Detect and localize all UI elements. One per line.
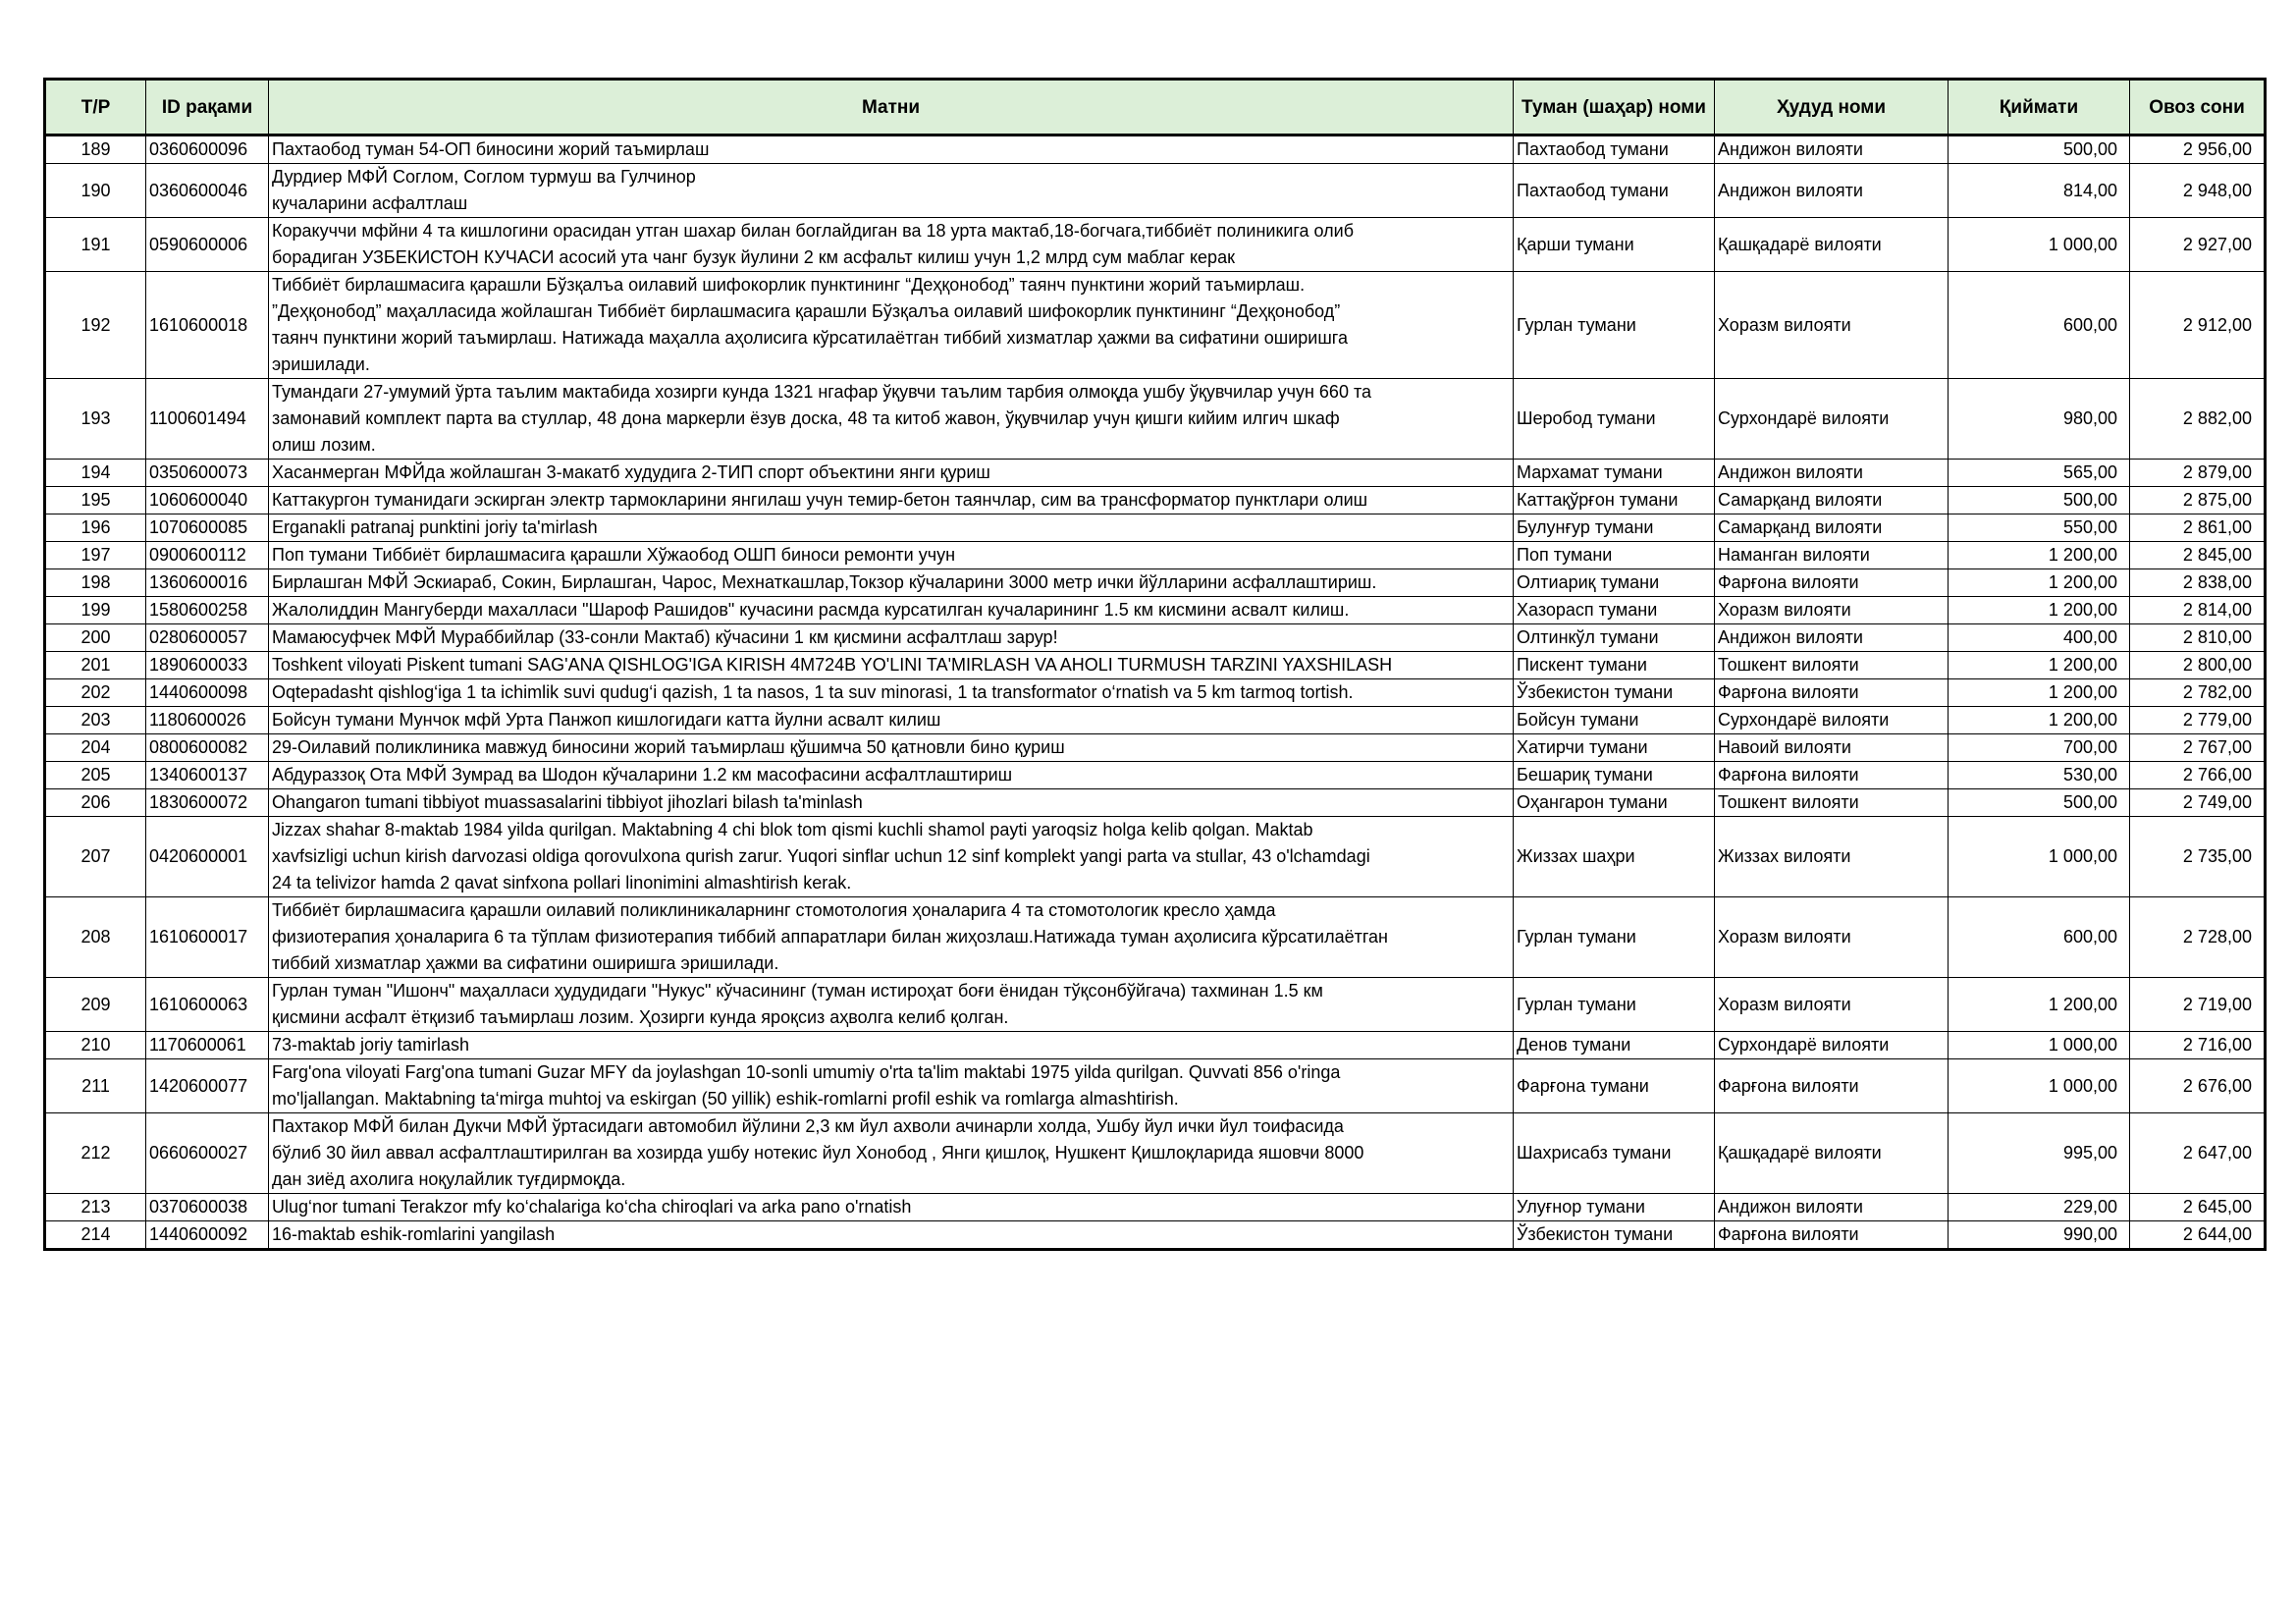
cell-tp: 212 xyxy=(45,1113,146,1194)
cell-value: 980,00 xyxy=(1949,379,2130,460)
cell-region: Хоразм вилояти xyxy=(1715,897,1949,978)
cell-district: Булунғур тумани xyxy=(1514,514,1715,542)
cell-district: Гурлан тумани xyxy=(1514,897,1715,978)
cell-tp: 202 xyxy=(45,679,146,707)
cell-id: 1440600098 xyxy=(146,679,269,707)
cell-region: Фарғона вилояти xyxy=(1715,1059,1949,1113)
cell-votes: 2 719,00 xyxy=(2130,978,2266,1032)
table-row xyxy=(45,734,2266,762)
cell-text: 29-Оилавий поликлиника мавжуд биносини жорий таъмирлаш қўшимча 50 қатновли бино қуриш xyxy=(269,734,1514,762)
cell-votes: 2 716,00 xyxy=(2130,1032,2266,1059)
cell-votes: 2 948,00 xyxy=(2130,164,2266,218)
table-row xyxy=(45,487,2266,514)
cell-id: 1580600258 xyxy=(146,597,269,624)
cell-votes: 2 956,00 xyxy=(2130,135,2266,164)
cell-region: Навоий вилояти xyxy=(1715,734,1949,762)
cell-id: 1420600077 xyxy=(146,1059,269,1113)
cell-id: 0280600057 xyxy=(146,624,269,652)
cell-text: Farg'ona viloyati Farg'ona tumani Guzar MFY da joylashgan 10-sonli umumiy o'rta ta'lim maktabi 1975 yilda qurilgan. Quvvati 856 o'ringa mo'ljallangan. Maktabning ta‘mirga muhtoj va eskirgan (50 yillik) eshik-romlarni profil eshik va romlarga almashtirish. xyxy=(269,1059,1514,1113)
cell-district: Хатирчи тумани xyxy=(1514,734,1715,762)
cell-tp: 208 xyxy=(45,897,146,978)
cell-votes: 2 728,00 xyxy=(2130,897,2266,978)
table-row xyxy=(45,817,2266,897)
cell-text: Дурдиер МФЙ Соглом, Соглом турмуш ва Гулчинор кучаларини асфалтлаш xyxy=(269,164,1514,218)
cell-tp: 213 xyxy=(45,1194,146,1221)
cell-text: Toshkent viloyati Piskent tumani SAG'ANA QISHLOG'IGA KIRISH 4M724B YO'LINI TA'MIRLASH VA AHOLI TURMUSH TARZINI YAXSHILASH xyxy=(269,652,1514,679)
cell-text: Jizzax shahar 8-maktab 1984 yilda qurilgan. Maktabning 4 chi blok tom qismi kuchli shamol payti yaroqsiz holga kelib qolgan. Maktab xavfsizligi uchun kirish darvozasi oldiga qorovulxona qurish zarur. Yuqori sinflar uchun 12 sinf komplekt yangi parta va stullar, 43 o'lchamdagi 24 ta telivizor hamda 2 qavat sinfxona pollari linonimini almashtirish kerak. xyxy=(269,817,1514,897)
cell-id: 1610600017 xyxy=(146,897,269,978)
cell-district: Бойсун тумани xyxy=(1514,707,1715,734)
cell-votes: 2 810,00 xyxy=(2130,624,2266,652)
cell-id: 0420600001 xyxy=(146,817,269,897)
cell-value: 1 200,00 xyxy=(1949,679,2130,707)
cell-district: Ўзбекистон тумани xyxy=(1514,679,1715,707)
table-row xyxy=(45,542,2266,569)
table-row xyxy=(45,597,2266,624)
cell-value: 1 200,00 xyxy=(1949,569,2130,597)
cell-region: Сурхондарё вилояти xyxy=(1715,379,1949,460)
cell-district: Шахрисабз тумани xyxy=(1514,1113,1715,1194)
cell-value: 1 000,00 xyxy=(1949,1059,2130,1113)
cell-value: 1 000,00 xyxy=(1949,1032,2130,1059)
cell-region: Андижон вилояти xyxy=(1715,135,1949,164)
cell-text: Коракуччи мфйни 4 та кишлогини орасидан утган шахар билан боглайдиган ва 18 урта мактаб,18-богчага,тиббиёт полиникига олиб борадиган УЗБЕКИСТОН КУЧАСИ асосий ута чанг бузук йулини 2 км асфальт килиш учун 1,2 млрд сум маблаг керак xyxy=(269,218,1514,272)
cell-district: Мархамат тумани xyxy=(1514,460,1715,487)
header-text: Матни xyxy=(269,80,1514,135)
cell-value: 990,00 xyxy=(1949,1221,2130,1250)
cell-tp: 193 xyxy=(45,379,146,460)
cell-tp: 189 xyxy=(45,135,146,164)
cell-value: 1 000,00 xyxy=(1949,817,2130,897)
cell-value: 550,00 xyxy=(1949,514,2130,542)
cell-text: Oqtepadasht qishlog‘iga 1 ta ichimlik suvi qudug‘i qazish, 1 ta nasos, 1 ta suv minorasi, 1 ta transformator o‘rnatish va 5 km tarmoq tortish. xyxy=(269,679,1514,707)
cell-votes: 2 875,00 xyxy=(2130,487,2266,514)
cell-text: Бирлашган МФЙ Эскиараб, Сокин, Бирлашган, Чарос, Мехнаткашлар,Токзор кўчаларини 3000 метр ички йўлларини асфаллаштириш. xyxy=(269,569,1514,597)
header-value: Қиймати xyxy=(1949,80,2130,135)
cell-id: 1440600092 xyxy=(146,1221,269,1250)
cell-tp: 211 xyxy=(45,1059,146,1113)
table-row xyxy=(45,1032,2266,1059)
cell-value: 600,00 xyxy=(1949,897,2130,978)
table-row xyxy=(45,652,2266,679)
table-row xyxy=(45,569,2266,597)
cell-tp: 203 xyxy=(45,707,146,734)
cell-region: Андижон вилояти xyxy=(1715,624,1949,652)
header-district: Туман (шаҳар) номи xyxy=(1514,80,1715,135)
table-row xyxy=(45,1194,2266,1221)
cell-text: Мамаюсуфчек МФЙ Мураббийлар (33-сонли Мактаб) кўчасини 1 км қисмини асфалтлаш зарур! xyxy=(269,624,1514,652)
cell-votes: 2 814,00 xyxy=(2130,597,2266,624)
cell-tp: 194 xyxy=(45,460,146,487)
table-row xyxy=(45,460,2266,487)
cell-tp: 214 xyxy=(45,1221,146,1250)
cell-region: Наманган вилояти xyxy=(1715,542,1949,569)
cell-votes: 2 779,00 xyxy=(2130,707,2266,734)
cell-region: Тошкент вилояти xyxy=(1715,652,1949,679)
cell-text: Жалолиддин Мангуберди махалласи "Шароф Рашидов" кучасини расмда курсатилган кучаларининг 1.5 км кисмини асвалт килиш. xyxy=(269,597,1514,624)
cell-id: 1340600137 xyxy=(146,762,269,789)
cell-votes: 2 927,00 xyxy=(2130,218,2266,272)
table-row xyxy=(45,707,2266,734)
cell-votes: 2 647,00 xyxy=(2130,1113,2266,1194)
cell-district: Хазорасп тумани xyxy=(1514,597,1715,624)
cell-region: Хоразм вилояти xyxy=(1715,597,1949,624)
cell-votes: 2 735,00 xyxy=(2130,817,2266,897)
cell-district: Олтинкўл тумани xyxy=(1514,624,1715,652)
cell-value: 1 200,00 xyxy=(1949,542,2130,569)
cell-value: 500,00 xyxy=(1949,135,2130,164)
cell-district: Пахтаобод тумани xyxy=(1514,164,1715,218)
cell-value: 600,00 xyxy=(1949,272,2130,379)
header-region: Ҳудуд номи xyxy=(1715,80,1949,135)
cell-tp: 199 xyxy=(45,597,146,624)
table-row xyxy=(45,1221,2266,1250)
cell-id: 1100601494 xyxy=(146,379,269,460)
cell-tp: 191 xyxy=(45,218,146,272)
cell-text: Тумандаги 27-умумий ўрта таълим мактабида хозирги кунда 1321 нгафар ўқувчи таълим тарбия олмоқда ушбу ўқувчилар учун 660 та замонавий комплект парта ва стуллар, 48 дона маркерли ёзув доска, 48 та китоб жавон, ўқувчилар учун қишги кийим илгич шкаф олиш лозим. xyxy=(269,379,1514,460)
cell-value: 814,00 xyxy=(1949,164,2130,218)
projects-table xyxy=(43,78,2267,1251)
cell-text: Тиббиёт бирлашмасига қарашли Бўзқалъа оилавий шифокорлик пунктининг “Деҳқонобод” таянч пунктини жорий таъмирлаш. ”Деҳқонобод” маҳалласида жойлашган Тиббиёт бирлашмасига қарашли Бўзқалъа оилавий шифокорлик пунктининг “Деҳқонобод” таянч пунктини жорий таъмирлаш. Натижада маҳалла аҳолисига кўрсатилаётган тиббий хизматлар ҳажми ва сифатини оширишга эришилади. xyxy=(269,272,1514,379)
cell-district: Пискент тумани xyxy=(1514,652,1715,679)
cell-district: Фарғона тумани xyxy=(1514,1059,1715,1113)
cell-text: Пахтакор МФЙ билан Дукчи МФЙ ўртасидаги автомобил йўлини 2,3 км йул ахволи ачинарли холда, Ушбу йул ички йул тоифасида бўлиб 30 йил аввал асфалтлаштирилган ва хозирда ушбу нотекис йул Хонобод , Янги қишлоқ, Нушкент Қишлоқларида яшовчи 8000 дан зиёд ахолига ноқулайлик туғдирмоқда. xyxy=(269,1113,1514,1194)
cell-text: Абдураззоқ Ота МФЙ Зумрад ва Шодон кўчаларини 1.2 км масофасини асфалтлаштириш xyxy=(269,762,1514,789)
cell-value: 700,00 xyxy=(1949,734,2130,762)
cell-tp: 197 xyxy=(45,542,146,569)
cell-tp: 204 xyxy=(45,734,146,762)
cell-district: Бешариқ тумани xyxy=(1514,762,1715,789)
cell-tp: 190 xyxy=(45,164,146,218)
cell-votes: 2 749,00 xyxy=(2130,789,2266,817)
cell-value: 530,00 xyxy=(1949,762,2130,789)
table-row xyxy=(45,1113,2266,1194)
cell-id: 0360600046 xyxy=(146,164,269,218)
cell-district: Жиззах шаҳри xyxy=(1514,817,1715,897)
cell-region: Тошкент вилояти xyxy=(1715,789,1949,817)
cell-text: Тиббиёт бирлашмасига қарашли оилавий поликлиникаларнинг стомотология ҳоналарига 4 та стомотологик кресло ҳамда физиотерапия ҳоналарига 6 та тўплам физиотерапия тиббий аппаратлари билан жиҳозлаш.Натижада туман аҳолисига кўрсатилаётган тиббий хизматлар ҳажми ва сифатини оширишга эришилади. xyxy=(269,897,1514,978)
cell-region: Фарғона вилояти xyxy=(1715,679,1949,707)
cell-value: 1 200,00 xyxy=(1949,707,2130,734)
cell-value: 1 200,00 xyxy=(1949,978,2130,1032)
cell-region: Фарғона вилояти xyxy=(1715,1221,1949,1250)
cell-value: 400,00 xyxy=(1949,624,2130,652)
cell-value: 1 200,00 xyxy=(1949,597,2130,624)
cell-id: 0660600027 xyxy=(146,1113,269,1194)
cell-district: Олтиариқ тумани xyxy=(1514,569,1715,597)
cell-votes: 2 645,00 xyxy=(2130,1194,2266,1221)
cell-value: 500,00 xyxy=(1949,789,2130,817)
cell-text: Ohangaron tumani tibbiyot muassasalarini tibbiyot jihozlari bilash ta'minlash xyxy=(269,789,1514,817)
cell-id: 1610600018 xyxy=(146,272,269,379)
cell-id: 1610600063 xyxy=(146,978,269,1032)
table-row xyxy=(45,679,2266,707)
cell-text: 16-maktab eshik-romlarini yangilash xyxy=(269,1221,1514,1250)
cell-tp: 209 xyxy=(45,978,146,1032)
cell-district: Ўзбекистон тумани xyxy=(1514,1221,1715,1250)
header-tp: Т/Р xyxy=(45,80,146,135)
cell-tp: 195 xyxy=(45,487,146,514)
cell-text: Пахтаобод туман 54-ОП биносини жорий таъмирлаш xyxy=(269,135,1514,164)
cell-votes: 2 861,00 xyxy=(2130,514,2266,542)
cell-tp: 200 xyxy=(45,624,146,652)
cell-tp: 205 xyxy=(45,762,146,789)
cell-region: Хоразм вилояти xyxy=(1715,272,1949,379)
table-row xyxy=(45,789,2266,817)
cell-district: Улуғнор тумани xyxy=(1514,1194,1715,1221)
cell-id: 1890600033 xyxy=(146,652,269,679)
table-row xyxy=(45,514,2266,542)
cell-region: Самарқанд вилояти xyxy=(1715,487,1949,514)
cell-text: Ulug‘nor tumani Terakzor mfy ko‘chalariga ko‘cha chiroqlari va arka pano o'rnatish xyxy=(269,1194,1514,1221)
cell-district: Қарши тумани xyxy=(1514,218,1715,272)
cell-tp: 198 xyxy=(45,569,146,597)
cell-text: Erganakli patranaj punktini joriy ta'mirlash xyxy=(269,514,1514,542)
table-row xyxy=(45,1059,2266,1113)
cell-region: Сурхондарё вилояти xyxy=(1715,1032,1949,1059)
cell-votes: 2 676,00 xyxy=(2130,1059,2266,1113)
table-row xyxy=(45,762,2266,789)
cell-district: Денов тумани xyxy=(1514,1032,1715,1059)
cell-tp: 196 xyxy=(45,514,146,542)
table-row xyxy=(45,624,2266,652)
table-row xyxy=(45,272,2266,379)
header-row xyxy=(45,80,2266,135)
cell-id: 0360600096 xyxy=(146,135,269,164)
cell-district: Оҳангарон тумани xyxy=(1514,789,1715,817)
cell-votes: 2 912,00 xyxy=(2130,272,2266,379)
cell-votes: 2 882,00 xyxy=(2130,379,2266,460)
cell-id: 0370600038 xyxy=(146,1194,269,1221)
table-row xyxy=(45,379,2266,460)
table-row xyxy=(45,135,2266,164)
cell-tp: 192 xyxy=(45,272,146,379)
cell-id: 1070600085 xyxy=(146,514,269,542)
cell-region: Сурхондарё вилояти xyxy=(1715,707,1949,734)
cell-value: 229,00 xyxy=(1949,1194,2130,1221)
cell-id: 1360600016 xyxy=(146,569,269,597)
header-id: ID рақами xyxy=(146,80,269,135)
cell-value: 500,00 xyxy=(1949,487,2130,514)
cell-district: Гурлан тумани xyxy=(1514,272,1715,379)
cell-votes: 2 879,00 xyxy=(2130,460,2266,487)
cell-value: 1 200,00 xyxy=(1949,652,2130,679)
cell-id: 1170600061 xyxy=(146,1032,269,1059)
cell-district: Поп тумани xyxy=(1514,542,1715,569)
cell-id: 1060600040 xyxy=(146,487,269,514)
cell-id: 0350600073 xyxy=(146,460,269,487)
cell-votes: 2 845,00 xyxy=(2130,542,2266,569)
cell-tp: 201 xyxy=(45,652,146,679)
cell-value: 995,00 xyxy=(1949,1113,2130,1194)
cell-text: Бойсун тумани Мунчок мфй Урта Панжоп кишлогидаги катта йулни асвалт килиш xyxy=(269,707,1514,734)
table-row xyxy=(45,978,2266,1032)
cell-district: Каттақўрғон тумани xyxy=(1514,487,1715,514)
cell-text: Каттакургон туманидаги эскирган электр тармокларини янгилаш учун темир-бетон таянчлар, сим ва трансформатор пунктлари олиш xyxy=(269,487,1514,514)
cell-id: 0590600006 xyxy=(146,218,269,272)
cell-text: Гурлан туман "Ишонч" маҳалласи ҳудудидаги "Нукус" кўчасининг (туман истироҳат боғи ёнидан тўқсонбўйгача) тахминан 1.5 км қисмини асфалт ётқизиб таъмирлаш лозим. Ҳозирги кунда яроқсиз аҳволга келиб қолган. xyxy=(269,978,1514,1032)
cell-votes: 2 782,00 xyxy=(2130,679,2266,707)
cell-region: Хоразм вилояти xyxy=(1715,978,1949,1032)
cell-votes: 2 766,00 xyxy=(2130,762,2266,789)
cell-id: 0900600112 xyxy=(146,542,269,569)
cell-text: Поп тумани Тиббиёт бирлашмасига қарашли Хўжаобод ОШП биноси ремонти учун xyxy=(269,542,1514,569)
table-row xyxy=(45,164,2266,218)
cell-district: Гурлан тумани xyxy=(1514,978,1715,1032)
cell-text: 73-maktab joriy tamirlash xyxy=(269,1032,1514,1059)
cell-district: Пахтаобод тумани xyxy=(1514,135,1715,164)
header-votes: Овоз сони xyxy=(2130,80,2266,135)
cell-id: 1180600026 xyxy=(146,707,269,734)
table-row xyxy=(45,897,2266,978)
cell-value: 565,00 xyxy=(1949,460,2130,487)
cell-tp: 210 xyxy=(45,1032,146,1059)
cell-id: 0800600082 xyxy=(146,734,269,762)
cell-id: 1830600072 xyxy=(146,789,269,817)
cell-district: Шеробод тумани xyxy=(1514,379,1715,460)
cell-votes: 2 767,00 xyxy=(2130,734,2266,762)
cell-region: Жиззах вилояти xyxy=(1715,817,1949,897)
cell-tp: 207 xyxy=(45,817,146,897)
cell-region: Самарқанд вилояти xyxy=(1715,514,1949,542)
cell-tp: 206 xyxy=(45,789,146,817)
cell-votes: 2 800,00 xyxy=(2130,652,2266,679)
cell-region: Қашқадарё вилояти xyxy=(1715,1113,1949,1194)
cell-region: Фарғона вилояти xyxy=(1715,569,1949,597)
cell-votes: 2 644,00 xyxy=(2130,1221,2266,1250)
cell-region: Қашқадарё вилояти xyxy=(1715,218,1949,272)
cell-region: Андижон вилояти xyxy=(1715,460,1949,487)
cell-region: Андижон вилояти xyxy=(1715,164,1949,218)
cell-votes: 2 838,00 xyxy=(2130,569,2266,597)
cell-region: Фарғона вилояти xyxy=(1715,762,1949,789)
cell-text: Хасанмерган МФЙда жойлашган 3-макатб худудига 2-ТИП спорт объектини янги қуриш xyxy=(269,460,1514,487)
cell-region: Андижон вилояти xyxy=(1715,1194,1949,1221)
table-row xyxy=(45,218,2266,272)
cell-value: 1 000,00 xyxy=(1949,218,2130,272)
